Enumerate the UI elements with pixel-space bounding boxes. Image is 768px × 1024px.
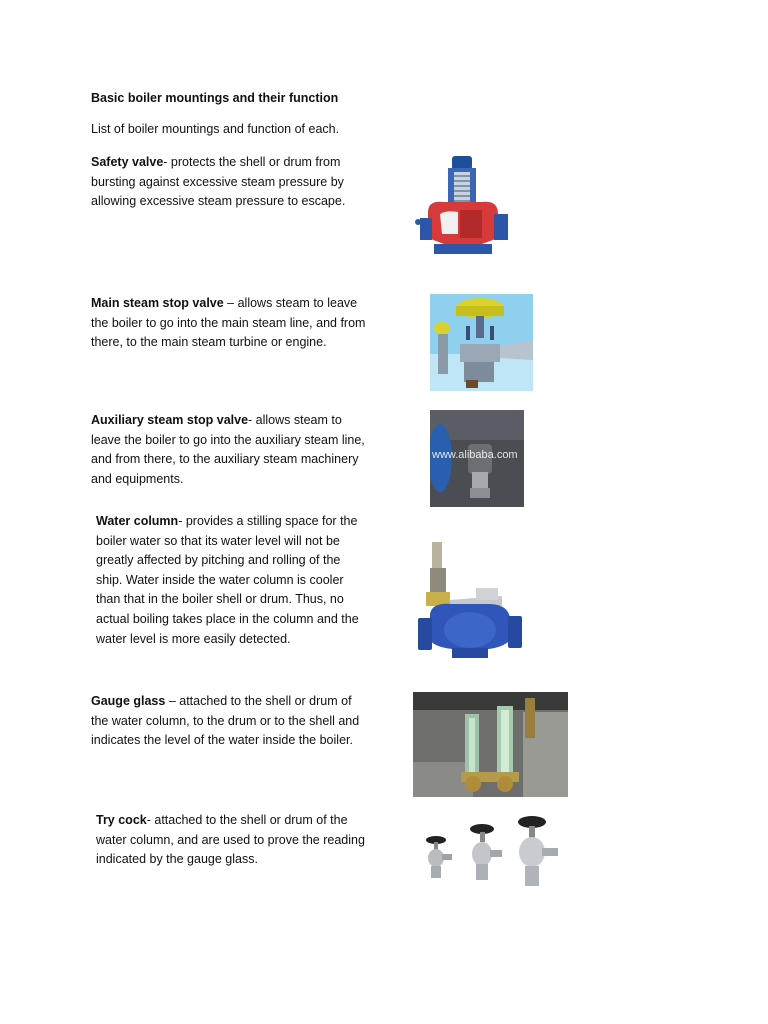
document-intro: List of boiler mountings and function of each. (91, 122, 340, 136)
item-gauge-glass (91, 692, 366, 751)
item-text: - attached to the shell or drum of the water column, and are used to prove the reading indicated by the gauge glass. (96, 813, 365, 867)
item-main-steam-stop-valve (91, 294, 366, 353)
safety-valve-image (408, 152, 518, 260)
item-term: Gauge glass (91, 694, 166, 708)
item-term: Try cock (96, 813, 147, 827)
item-term: Auxiliary steam stop valve (91, 413, 249, 427)
item-auxiliary-steam-stop-valve (91, 411, 366, 489)
watermark-text: www.alibaba.com (432, 449, 518, 461)
water-column-image (412, 540, 526, 664)
item-text: - allows steam to leave the boiler to go into the auxiliary steam line, and from there, to the auxiliary steam machinery and equipments. (91, 413, 365, 486)
auxiliary-steam-stop-valve-image (430, 410, 524, 507)
document-title: Basic boiler mountings and their function (91, 91, 339, 105)
item-text: – attached to the shell or drum of the water column, to the drum or to the shell and indicates the level of the water inside the boiler. (91, 694, 360, 748)
item-text: – allows steam to leave the boiler to go into the main steam line, and from there, to the main steam turbine or engine. (91, 296, 366, 350)
item-text: - protects the shell or drum from bursting against excessive steam pressure by allowing excessive steam pressure to escape. (91, 155, 346, 209)
item-term: Safety valve (91, 155, 164, 169)
main-steam-stop-valve-image (430, 294, 533, 391)
item-term: Water column (96, 514, 179, 528)
gauge-glass-image (413, 692, 568, 797)
item-water-column (96, 512, 366, 649)
item-term: Main steam stop valve (91, 296, 224, 310)
item-try-cock (96, 811, 366, 870)
item-text: - provides a stilling space for the boiler water so that its water level will not be greatly affected by pitching and rolling of the ship. Water inside the water column is cooler than that in the boiler shell or drum. Thus, no actual boiling takes place in the column and the water level is more easily detected. (96, 514, 359, 646)
try-cock-image (418, 812, 568, 898)
item-safety-valve (91, 153, 366, 212)
